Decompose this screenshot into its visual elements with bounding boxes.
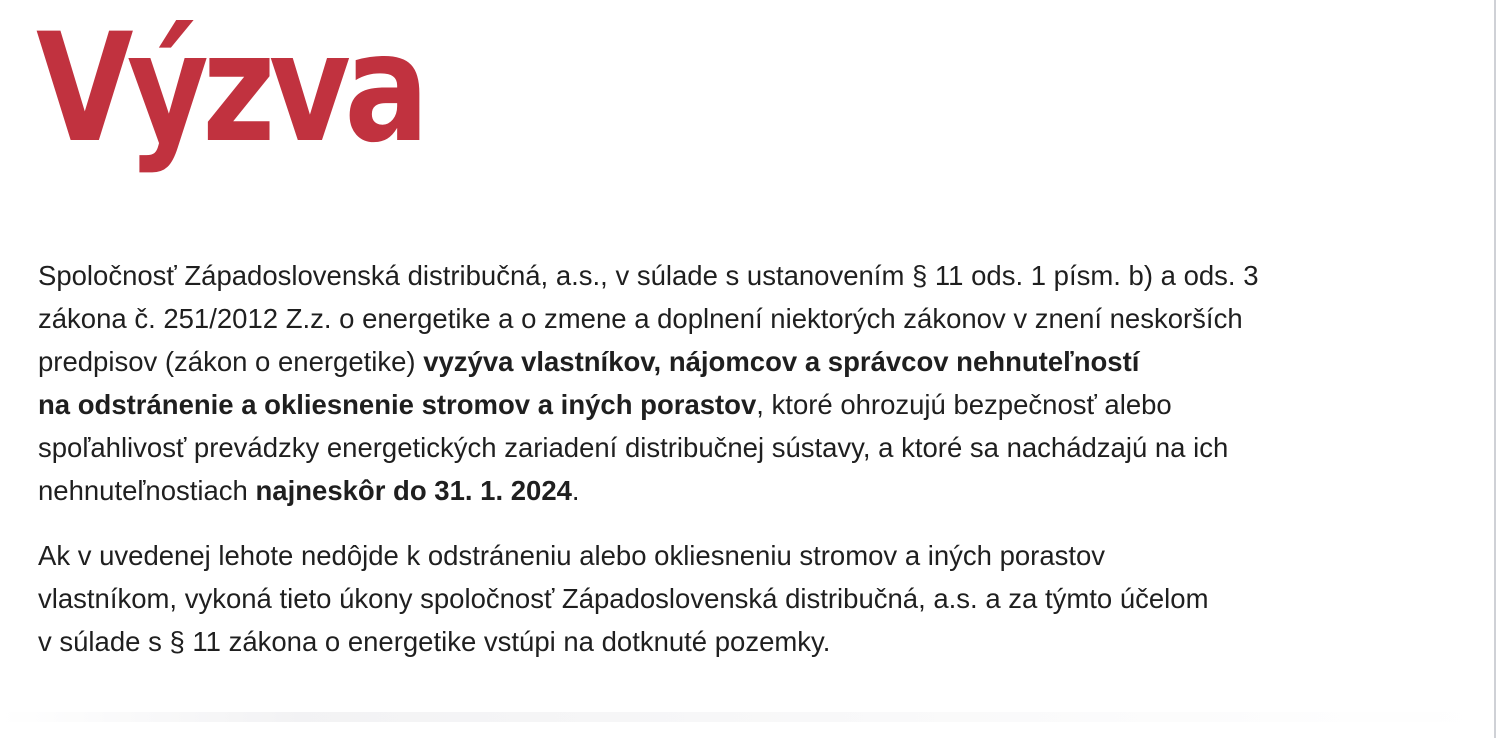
paragraph-line [38, 620, 1498, 663]
paragraph-line [38, 297, 1498, 340]
paragraph-line [38, 340, 1498, 383]
text: . [571, 475, 580, 506]
text: spoľahlivosť prevádzky energetických zariadení distribučnej sústavy, a ktoré sa nachádzajú na ich [38, 432, 1229, 463]
paragraph-call [38, 254, 1498, 512]
paragraph-consequence [38, 534, 1498, 663]
deadline-text: najneskôr do 31. 1. 2024 [255, 475, 572, 506]
text: , ktoré ohrozujú bezpečnosť alebo [756, 389, 1172, 420]
paragraph-line [38, 426, 1498, 469]
emphasis-text: na odstránenie a okliesnenie stromov a iných porastov [38, 389, 757, 420]
paragraph-line [38, 469, 1498, 512]
paragraph-line [38, 383, 1498, 426]
document-title: Výzva [36, 2, 423, 176]
paragraph-line [38, 534, 1498, 577]
text: nehnuteľnostiach [38, 475, 256, 506]
text: Ak v uvedenej lehote nedôjde k odstráneniu alebo okliesneniu stromov a iných porastov [38, 540, 1106, 571]
text: zákona č. 251/2012 Z.z. o energetike a o zmene a doplnení niektorých zákonov v znení neskorších [38, 303, 1243, 334]
emphasis-text: vyzýva vlastníkov, nájomcov a správcov nehnuteľností [423, 346, 1140, 377]
scan-artifact [0, 712, 1490, 722]
text: Spoločnosť Západoslovenská distribučná, a.s., v súlade s ustanovením § 11 ods. 1 písm. b) a ods. 3 [38, 260, 1259, 291]
text: vlastníkom, vykoná tieto úkony spoločnosť Západoslovenská distribučná, a.s. a za týmto účelom [38, 583, 1209, 614]
paragraph-line [38, 577, 1498, 620]
paragraph-line [38, 254, 1498, 297]
text: v súlade s § 11 zákona o energetike vstúpi na dotknuté pozemky. [38, 626, 831, 657]
text: predpisov (zákon o energetike) [38, 346, 424, 377]
